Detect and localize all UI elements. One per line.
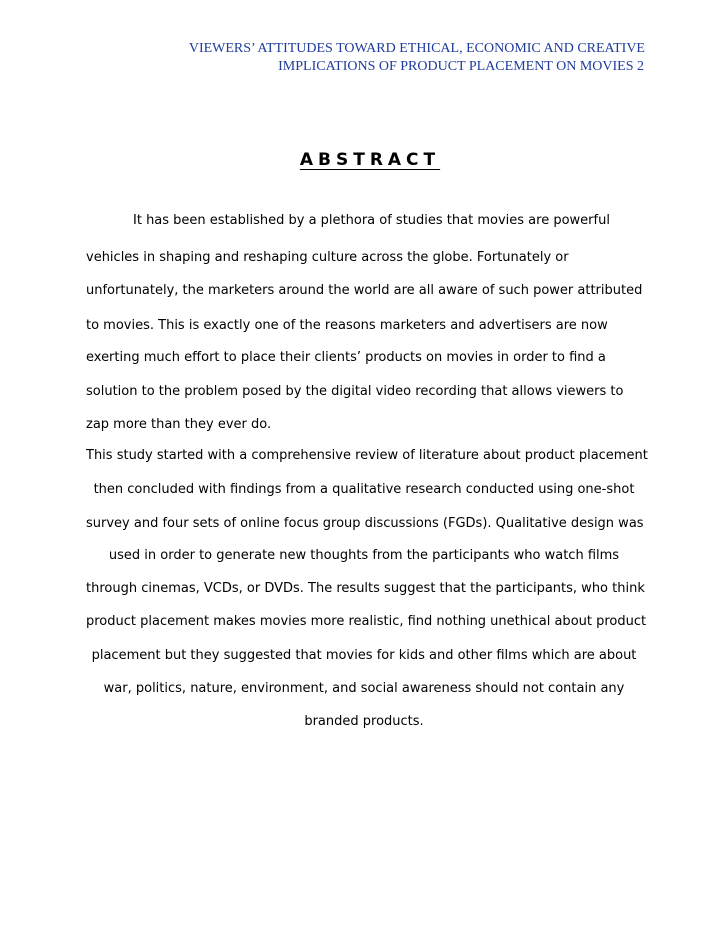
paragraph-1-line: unfortunately, the marketers around the world are all aware of such power attributed: [86, 283, 643, 298]
paragraph-2-line: through cinemas, VCDs, or DVDs. The results suggest that the participants, who think: [86, 581, 645, 596]
paragraph-2-line: product placement makes movies more realistic, find nothing unethical about product: [86, 614, 647, 629]
paragraph-1-line: exerting much effort to place their clients’ products on movies in order to find a: [86, 350, 606, 365]
abstract-title-text: ABSTRACT: [299, 150, 441, 170]
paragraph-1-line: It has been established by a plethora of studies that movies are powerful: [133, 213, 610, 228]
paragraph-1-line: vehicles in shaping and reshaping culture across the globe. Fortunately or: [86, 250, 569, 265]
paragraph-2-line: branded products.: [304, 714, 424, 729]
paragraph-2-line: war, politics, nature, environment, and social awareness should not contain any: [103, 681, 625, 696]
running-head-line-2: IMPLICATIONS OF PRODUCT PLACEMENT ON MOVIES 2: [278, 59, 644, 74]
paragraph-1-line: zap more than they ever do.: [86, 417, 272, 432]
running-head-line-1: VIEWERS’ ATTITUDES TOWARD ETHICAL, ECONOMIC AND CREATIVE: [188, 41, 645, 56]
paragraph-2-line: This study started with a comprehensive review of literature about product placement: [86, 448, 648, 463]
paragraph-2-line: used in order to generate new thoughts from the participants who watch films: [108, 548, 620, 563]
paragraph-1-line: to movies. This is exactly one of the reasons marketers and advertisers are now: [86, 318, 608, 333]
paragraph-2-line: placement but they suggested that movies for kids and other films which are about: [91, 648, 637, 663]
paragraph-2-line: then concluded with findings from a qualitative research conducted using one-shot: [93, 482, 635, 497]
paragraph-2-line: survey and four sets of online focus group discussions (FGDs). Qualitative design was: [86, 516, 644, 531]
paragraph-1-line: solution to the problem posed by the digital video recording that allows viewers to: [86, 384, 624, 399]
abstract-title: [0, 150, 728, 170]
running-head: [100, 40, 645, 76]
